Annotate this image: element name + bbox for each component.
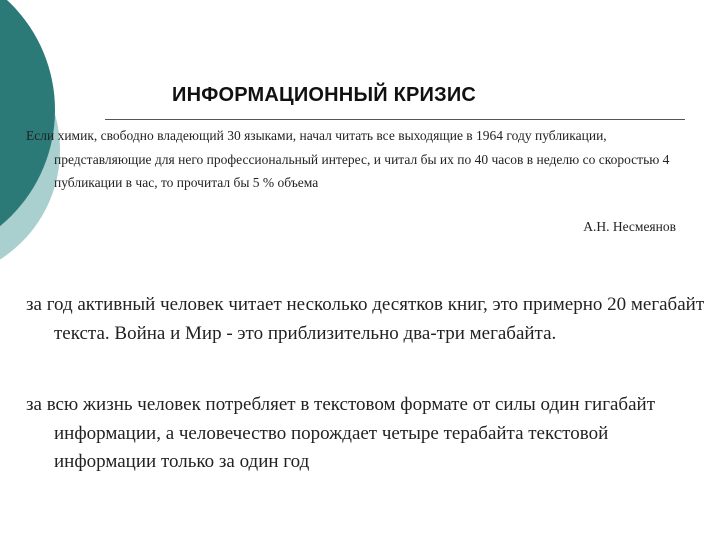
paragraph-yearly-reading: за год активный человек читает несколько десятков книг, это примерно 20 мегабайт текста. Война и Мир - это приблизительно два-три мегабайта. [26,294,705,344]
quote-author: А.Н. Несмеянов [583,219,676,234]
slide-title: ИНФОРМАЦИОННЫЙ КРИЗИС [172,84,477,106]
paragraph-lifetime-consumption: за всю жизнь человек потребляет в текстовом формате от силы один гигабайт информации, а человечество порождает четыре терабайта текстовой информации только за один год [26,394,656,472]
quote-text: Если химик, свободно владеющий 30 языками, начал читать все выходящие в 1964 году публикации, представляющие для него профессиональный интерес, и читал бы их по 40 часов в неделю со скоростью 4 публикации в час, то прочитал бы 5 % объема [26,128,670,190]
title-divider [105,119,685,120]
